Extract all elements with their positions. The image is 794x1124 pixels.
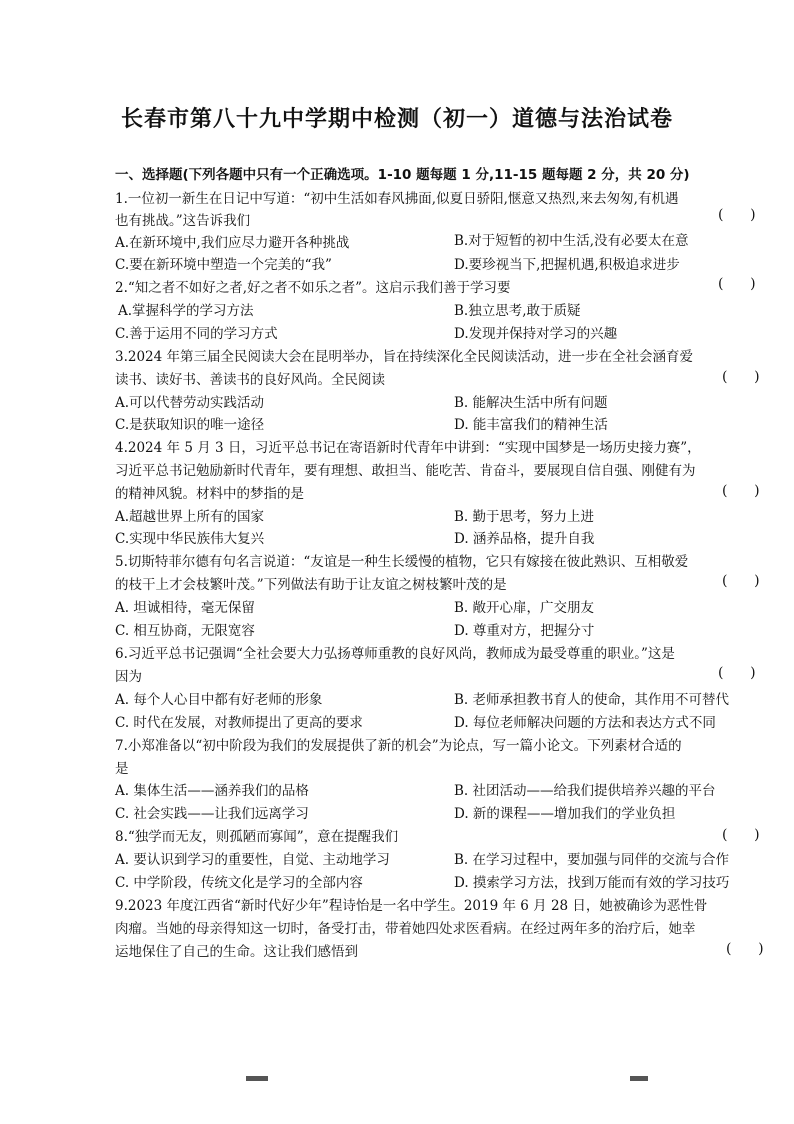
q4-stem-line1: 4.2024 年 5 月 3 日，习近平总书记在寄语新时代青年中讲到：“实现中国梦是一场历史接力赛”，	[115, 440, 701, 456]
section-heading: 一、选择题(下列各题中只有一个正确选项。1-10 题每题 1 分,11-15 题每题 2 分，共 20 分)	[115, 167, 690, 183]
q7-option-b: B. 社团活动——给我们提供培养兴趣的平台	[454, 783, 716, 799]
q2-option-d: D.发现并保持对学习的兴趣	[454, 326, 618, 342]
q8-stem-line1: 8.“独学而无友，则孤陋而寡闻”，意在提醒我们	[115, 829, 399, 845]
q1-option-b: B.对于短暂的初中生活,没有必要太在意	[454, 233, 689, 249]
q9-stem-line1: 9.2023 年度江西省“新时代好少年”程诗怡是一名中学生。2019 年 6 月 28 日，她被确诊为恶性骨	[115, 898, 708, 914]
q3-stem-line2: 读书、读好书、善读书的良好风尚。全民阅读	[115, 372, 385, 388]
q2-stem-line1: 2.“知之者不如好之者,好之者不如乐之者”。这启示我们善于学习要	[115, 280, 511, 296]
q3-option-b: B. 能解决生活中所有问题	[454, 395, 608, 411]
q8-option-b: B. 在学习过程中，要加强与同伴的交流与合作	[454, 852, 730, 868]
q5-stem-line2: 的枝干上才会枝繁叶茂。”下列做法有助于让友谊之树枝繁叶茂的是	[115, 577, 507, 593]
q5-stem-line1: 5.切斯特菲尔德有句名言说道：“友谊是一种生长缓慢的植物，它只有嫁接在彼此熟识、互相敬爱	[115, 554, 689, 570]
q3-option-a: A.可以代替劳动实践活动	[115, 395, 265, 411]
q1-stem-line2: 也有挑战。”这告诉我们	[115, 213, 251, 229]
scan-artifact-left	[246, 1076, 268, 1081]
q4-option-d: D. 涵养品格，提升自我	[454, 531, 595, 547]
q8-option-d: D. 摸索学习方法，找到万能而有效的学习技巧	[454, 875, 730, 891]
q1-stem-line1: 1.一位初一新生在日记中写道：“初中生活如春风拂面,似夏日骄阳,惬意又热烈,来去匆匆,有机遇	[115, 191, 679, 207]
q3-option-d: D. 能丰富我们的精神生活	[454, 417, 608, 433]
q2-option-a: A.掌握科学的学习方法	[118, 303, 254, 319]
q1-option-c: C.要在新环境中塑造一个完美的“我”	[115, 257, 332, 273]
q5-answer-bracket: ( )	[722, 573, 760, 589]
exam-title: 长春市第八十九中学期中检测（初一）道德与法治试卷	[120, 107, 673, 132]
q3-answer-bracket: ( )	[722, 369, 760, 385]
q4-option-a: A.超越世界上所有的国家	[115, 509, 265, 525]
q9-stem-line3: 运地保住了自己的生命。这让我们感悟到	[115, 944, 358, 960]
q6-stem-line2: 因为	[115, 669, 142, 685]
scan-artifact-right	[630, 1076, 648, 1081]
q4-stem-line3: 的精神风貌。材料中的梦指的是	[115, 486, 304, 502]
q6-answer-bracket: ( )	[718, 665, 756, 681]
q7-option-c: C. 社会实践——让我们远离学习	[115, 806, 309, 822]
q6-option-a: A. 每个人心目中都有好老师的形象	[115, 692, 323, 708]
q6-option-b: B. 老师承担教书育人的使命，其作用不可替代	[454, 692, 730, 708]
q1-option-a: A.在新环境中,我们应尽力避开各种挑战	[115, 235, 350, 251]
q2-answer-bracket: ( )	[718, 276, 756, 292]
q6-option-c: C. 时代在发展，对教师提出了更高的要求	[115, 715, 363, 731]
q2-option-b: B.独立思考,敢于质疑	[454, 303, 581, 319]
q8-answer-bracket: ( )	[722, 827, 760, 843]
q4-stem-line2: 习近平总书记勉励新时代青年，要有理想、敢担当、能吃苦、肯奋斗，要展现自信自强、刚健有为	[115, 463, 696, 479]
q1-answer-bracket: ( )	[718, 207, 756, 223]
q7-option-a: A. 集体生活——涵养我们的品格	[115, 783, 309, 799]
q4-option-c: C.实现中华民族伟大复兴	[115, 531, 265, 547]
q4-answer-bracket: ( )	[722, 483, 760, 499]
q4-option-b: B. 勤于思考，努力上进	[454, 509, 595, 525]
q1-option-d: D.要珍视当下,把握机遇,积极追求进步	[454, 257, 680, 273]
q3-option-c: C.是获取知识的唯一途径	[115, 417, 265, 433]
q6-option-d: D. 每位老师解决问题的方法和表达方式不同	[454, 715, 716, 731]
q5-option-c: C. 相互协商，无限宽容	[115, 623, 255, 639]
q8-option-c: C. 中学阶段，传统文化是学习的全部内容	[115, 875, 363, 891]
q9-stem-line2: 肉瘤。当她的母亲得知这一切时，备受打击，带着她四处求医看病。在经过两年多的治疗后，她幸	[115, 921, 696, 937]
q3-stem-line1: 3.2024 年第三届全民阅读大会在昆明举办，旨在持续深化全民阅读活动，进一步在全社会涵育爱	[115, 349, 694, 365]
q5-option-b: B. 敞开心扉，广交朋友	[454, 600, 595, 616]
q7-stem-line1: 7.小郑准备以“初中阶段为我们的发展提供了新的机会”为论点，写一篇小论文。下列素材合适的	[115, 738, 682, 754]
q9-answer-bracket: ( )	[726, 941, 764, 957]
q5-option-d: D. 尊重对方，把握分寸	[454, 623, 595, 639]
q6-stem-line1: 6.习近平总书记强调“全社会要大力弘扬尊师重教的良好风尚，教师成为最受尊重的职业。”这是	[115, 646, 675, 662]
q7-option-d: D. 新的课程——增加我们的学业负担	[454, 806, 676, 822]
q7-stem-line2: 是	[115, 761, 129, 777]
q2-option-c: C.善于运用不同的学习方式	[115, 326, 278, 342]
q5-option-a: A. 坦诚相待，毫无保留	[115, 600, 255, 616]
q8-option-a: A. 要认识到学习的重要性，自觉、主动地学习	[115, 852, 390, 868]
